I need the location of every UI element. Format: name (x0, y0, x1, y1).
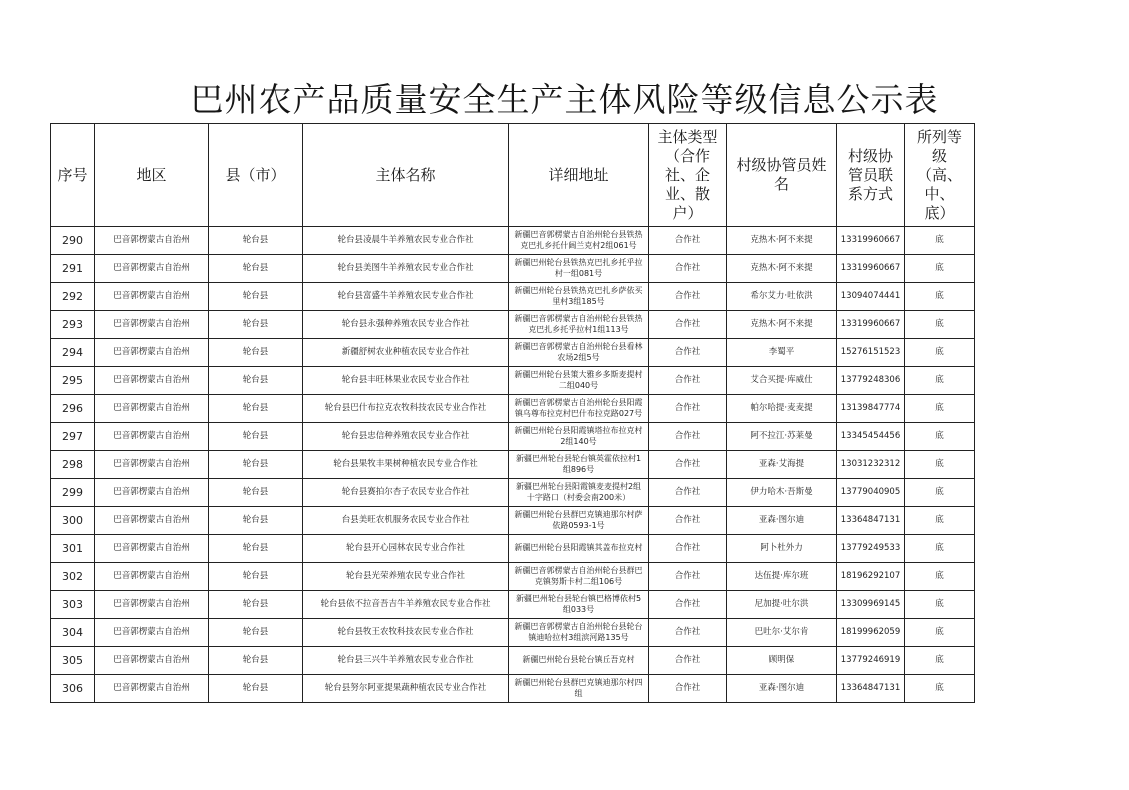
cell-county: 轮台县 (209, 395, 303, 423)
cell-county: 轮台县 (209, 479, 303, 507)
table-body (51, 227, 975, 703)
cell-entity-type: 合作社 (649, 647, 727, 675)
cell-entity-type: 合作社 (649, 591, 727, 619)
table-row (51, 255, 975, 283)
cell-entity-name: 新疆舒树农业种植农民专业合作社 (303, 339, 509, 367)
table-row (51, 647, 975, 675)
table-row (51, 507, 975, 535)
cell-manager-contact: 18196292107 (837, 563, 905, 591)
table-row (51, 395, 975, 423)
cell-risk-level: 底 (905, 647, 975, 675)
cell-entity-type: 合作社 (649, 255, 727, 283)
cell-entity-type: 合作社 (649, 423, 727, 451)
cell-entity-type: 合作社 (649, 619, 727, 647)
cell-seq: 298 (51, 451, 95, 479)
cell-manager-name: 克热木·阿不来提 (727, 311, 837, 339)
cell-risk-level: 底 (905, 339, 975, 367)
table-row (51, 423, 975, 451)
cell-risk-level: 底 (905, 619, 975, 647)
cell-address: 新疆巴音郭楞蒙古自治州轮台县群巴克镇努斯卡村二组106号 (509, 563, 649, 591)
cell-entity-name: 轮台县依不拉音吾吉牛羊养殖农民专业合作社 (303, 591, 509, 619)
cell-risk-level: 底 (905, 395, 975, 423)
cell-entity-type: 合作社 (649, 283, 727, 311)
cell-address: 新疆巴州轮台县阳霞镇麦麦提村2组十字路口（村委会南200米） (509, 479, 649, 507)
cell-risk-level: 底 (905, 311, 975, 339)
cell-address: 新疆巴音郭楞蒙古自治州轮台县轮台镇迪哈拉村3组滨河路135号 (509, 619, 649, 647)
cell-address: 新疆巴州轮台县轮台镇丘吾克村 (509, 647, 649, 675)
cell-address: 新疆巴州轮台县阳霞镇塔拉布拉克村2组140号 (509, 423, 649, 451)
cell-region: 巴音郭楞蒙古自治州 (95, 227, 209, 255)
cell-entity-type: 合作社 (649, 227, 727, 255)
cell-seq: 296 (51, 395, 95, 423)
table-row (51, 367, 975, 395)
cell-entity-name: 轮台县富盛牛羊养殖农民专业合作社 (303, 283, 509, 311)
cell-region: 巴音郭楞蒙古自治州 (95, 563, 209, 591)
cell-region: 巴音郭楞蒙古自治州 (95, 283, 209, 311)
cell-seq: 290 (51, 227, 95, 255)
cell-region: 巴音郭楞蒙古自治州 (95, 311, 209, 339)
table-row (51, 339, 975, 367)
cell-entity-type: 合作社 (649, 563, 727, 591)
cell-manager-contact: 13094074441 (837, 283, 905, 311)
cell-manager-contact: 15276151523 (837, 339, 905, 367)
cell-region: 巴音郭楞蒙古自治州 (95, 479, 209, 507)
cell-manager-name: 亚森·图尔迪 (727, 507, 837, 535)
cell-manager-contact: 13309969145 (837, 591, 905, 619)
cell-manager-name: 阿卜杜外力 (727, 535, 837, 563)
cell-risk-level: 底 (905, 451, 975, 479)
cell-seq: 303 (51, 591, 95, 619)
cell-region: 巴音郭楞蒙古自治州 (95, 619, 209, 647)
cell-manager-name: 尼加提·吐尔洪 (727, 591, 837, 619)
cell-seq: 306 (51, 675, 95, 703)
header-seq: 序号 (51, 124, 95, 227)
cell-manager-name: 希尔艾力·吐依洪 (727, 283, 837, 311)
cell-address: 新疆巴音郭楞蒙古自治州轮台县看林农场2组5号 (509, 339, 649, 367)
cell-region: 巴音郭楞蒙古自治州 (95, 255, 209, 283)
table-row (51, 591, 975, 619)
cell-manager-name: 阿不拉江·苏莱曼 (727, 423, 837, 451)
cell-region: 巴音郭楞蒙古自治州 (95, 423, 209, 451)
cell-entity-name: 轮台县巴什布拉克农牧科技农民专业合作社 (303, 395, 509, 423)
cell-county: 轮台县 (209, 227, 303, 255)
cell-region: 巴音郭楞蒙古自治州 (95, 507, 209, 535)
cell-manager-contact: 13139847774 (837, 395, 905, 423)
cell-entity-name: 轮台县永强种养殖农民专业合作社 (303, 311, 509, 339)
cell-region: 巴音郭楞蒙古自治州 (95, 591, 209, 619)
header-county: 县（市） (209, 124, 303, 227)
cell-risk-level: 底 (905, 591, 975, 619)
cell-manager-contact: 13319960667 (837, 227, 905, 255)
cell-seq: 302 (51, 563, 95, 591)
cell-entity-name: 轮台县丰旺林果业农民专业合作社 (303, 367, 509, 395)
cell-region: 巴音郭楞蒙古自治州 (95, 395, 209, 423)
cell-address: 新疆巴音郭楞蒙古自治州轮台县阳霞镇乌尊布拉克村巴什布拉克路027号 (509, 395, 649, 423)
cell-risk-level: 底 (905, 227, 975, 255)
cell-entity-type: 合作社 (649, 675, 727, 703)
cell-risk-level: 底 (905, 367, 975, 395)
cell-region: 巴音郭楞蒙古自治州 (95, 647, 209, 675)
cell-manager-name: 克热木·阿不来提 (727, 255, 837, 283)
cell-risk-level: 底 (905, 535, 975, 563)
page-title: 巴州农产品质量安全生产主体风险等级信息公示表 (190, 80, 939, 119)
cell-seq: 305 (51, 647, 95, 675)
cell-address: 新疆巴音郭楞蒙古自治州轮台县铁热克巴扎乡托什阔兰克村2组061号 (509, 227, 649, 255)
cell-region: 巴音郭楞蒙古自治州 (95, 451, 209, 479)
header-manager-name: 村级协管员姓名 (727, 124, 837, 227)
cell-entity-name: 轮台县美图牛羊养殖农民专业合作社 (303, 255, 509, 283)
cell-entity-type: 合作社 (649, 451, 727, 479)
cell-risk-level: 底 (905, 507, 975, 535)
cell-entity-type: 合作社 (649, 311, 727, 339)
cell-manager-name: 艾合买提·库威仕 (727, 367, 837, 395)
cell-manager-name: 克热木·阿不来提 (727, 227, 837, 255)
table-row (51, 535, 975, 563)
cell-entity-name: 台县美旺农机服务农民专业合作社 (303, 507, 509, 535)
cell-manager-contact: 13779248306 (837, 367, 905, 395)
cell-county: 轮台县 (209, 563, 303, 591)
header-entity-type: 主体类型（合作社、企业、散户） (649, 124, 727, 227)
cell-risk-level: 底 (905, 283, 975, 311)
cell-manager-contact: 13779040905 (837, 479, 905, 507)
cell-county: 轮台县 (209, 507, 303, 535)
cell-county: 轮台县 (209, 535, 303, 563)
cell-seq: 293 (51, 311, 95, 339)
cell-manager-contact: 13345454456 (837, 423, 905, 451)
cell-county: 轮台县 (209, 675, 303, 703)
cell-entity-type: 合作社 (649, 367, 727, 395)
cell-manager-name: 李蜀平 (727, 339, 837, 367)
cell-county: 轮台县 (209, 591, 303, 619)
header-address: 详细地址 (509, 124, 649, 227)
cell-entity-name: 轮台县凌晨牛羊养殖农民专业合作社 (303, 227, 509, 255)
cell-address: 新疆巴州轮台县铁热克巴扎乡托乎拉村一组081号 (509, 255, 649, 283)
cell-county: 轮台县 (209, 451, 303, 479)
cell-county: 轮台县 (209, 311, 303, 339)
cell-entity-type: 合作社 (649, 395, 727, 423)
cell-manager-contact: 13779246919 (837, 647, 905, 675)
header-manager-contact: 村级协管员联系方式 (837, 124, 905, 227)
cell-entity-name: 轮台县牧王农牧科技农民专业合作社 (303, 619, 509, 647)
header-region: 地区 (95, 124, 209, 227)
cell-entity-type: 合作社 (649, 535, 727, 563)
cell-seq: 299 (51, 479, 95, 507)
cell-risk-level: 底 (905, 423, 975, 451)
cell-entity-name: 轮台县赛拍尔杏子农民专业合作社 (303, 479, 509, 507)
cell-seq: 292 (51, 283, 95, 311)
table-row (51, 563, 975, 591)
cell-entity-name: 轮台县努尔阿亚提果蔬种植农民专业合作社 (303, 675, 509, 703)
cell-address: 新疆巴州轮台县群巴克镇迪那尔村萨依路0593-1号 (509, 507, 649, 535)
cell-risk-level: 底 (905, 255, 975, 283)
table-row (51, 619, 975, 647)
cell-entity-name: 轮台县果牧丰果树种植农民专业合作社 (303, 451, 509, 479)
cell-manager-name: 亚森·艾海提 (727, 451, 837, 479)
cell-seq: 291 (51, 255, 95, 283)
cell-seq: 300 (51, 507, 95, 535)
cell-manager-contact: 13319960667 (837, 255, 905, 283)
cell-manager-name: 亚森·图尔迪 (727, 675, 837, 703)
cell-county: 轮台县 (209, 423, 303, 451)
header-entity-name: 主体名称 (303, 124, 509, 227)
cell-address: 新疆巴州轮台县阳霞镇其盖布拉克村 (509, 535, 649, 563)
header-risk-level: 所列等级（高、中、底） (905, 124, 975, 227)
cell-seq: 294 (51, 339, 95, 367)
cell-address: 新疆巴州轮台县轮台镇巴格博依村5组033号 (509, 591, 649, 619)
cell-county: 轮台县 (209, 283, 303, 311)
cell-manager-name: 达伍提·库尔班 (727, 563, 837, 591)
risk-level-table (50, 123, 975, 703)
table-row (51, 311, 975, 339)
cell-entity-type: 合作社 (649, 479, 727, 507)
cell-address: 新疆巴州轮台县轮台镇英霍依拉村1组896号 (509, 451, 649, 479)
cell-manager-name: 巴吐尔·艾尔肯 (727, 619, 837, 647)
cell-manager-name: 帕尔哈提·麦麦提 (727, 395, 837, 423)
cell-seq: 304 (51, 619, 95, 647)
cell-region: 巴音郭楞蒙古自治州 (95, 367, 209, 395)
cell-entity-name: 轮台县三兴牛羊养殖农民专业合作社 (303, 647, 509, 675)
cell-manager-contact: 13319960667 (837, 311, 905, 339)
cell-address: 新疆巴音郭楞蒙古自治州轮台县铁热克巴扎乡托乎拉村1组113号 (509, 311, 649, 339)
cell-risk-level: 底 (905, 563, 975, 591)
cell-entity-name: 轮台县开心园林农民专业合作社 (303, 535, 509, 563)
cell-entity-type: 合作社 (649, 339, 727, 367)
cell-county: 轮台县 (209, 255, 303, 283)
cell-manager-contact: 13031232312 (837, 451, 905, 479)
cell-entity-name: 轮台县忠信种养殖农民专业合作社 (303, 423, 509, 451)
table-row (51, 227, 975, 255)
cell-address: 新疆巴州轮台县群巴克镇迪那尔村四组 (509, 675, 649, 703)
cell-county: 轮台县 (209, 367, 303, 395)
cell-address: 新疆巴州轮台县策大雅乡多斯麦提村二组040号 (509, 367, 649, 395)
cell-manager-name: 伊力哈木·吾斯曼 (727, 479, 837, 507)
cell-manager-contact: 18199962059 (837, 619, 905, 647)
table-row (51, 283, 975, 311)
cell-manager-contact: 13364847131 (837, 507, 905, 535)
table-row (51, 451, 975, 479)
cell-region: 巴音郭楞蒙古自治州 (95, 675, 209, 703)
cell-region: 巴音郭楞蒙古自治州 (95, 535, 209, 563)
cell-county: 轮台县 (209, 619, 303, 647)
cell-manager-contact: 13779249533 (837, 535, 905, 563)
cell-entity-type: 合作社 (649, 507, 727, 535)
cell-entity-name: 轮台县光荣养殖农民专业合作社 (303, 563, 509, 591)
cell-county: 轮台县 (209, 339, 303, 367)
cell-risk-level: 底 (905, 675, 975, 703)
table-row (51, 675, 975, 703)
cell-region: 巴音郭楞蒙古自治州 (95, 339, 209, 367)
cell-manager-contact: 13364847131 (837, 675, 905, 703)
table-header-row (51, 124, 975, 227)
cell-manager-name: 顾明保 (727, 647, 837, 675)
cell-seq: 295 (51, 367, 95, 395)
cell-county: 轮台县 (209, 647, 303, 675)
cell-address: 新疆巴州轮台县铁热克巴扎乡萨依买里村3组185号 (509, 283, 649, 311)
table-row (51, 479, 975, 507)
cell-risk-level: 底 (905, 479, 975, 507)
cell-seq: 297 (51, 423, 95, 451)
cell-seq: 301 (51, 535, 95, 563)
